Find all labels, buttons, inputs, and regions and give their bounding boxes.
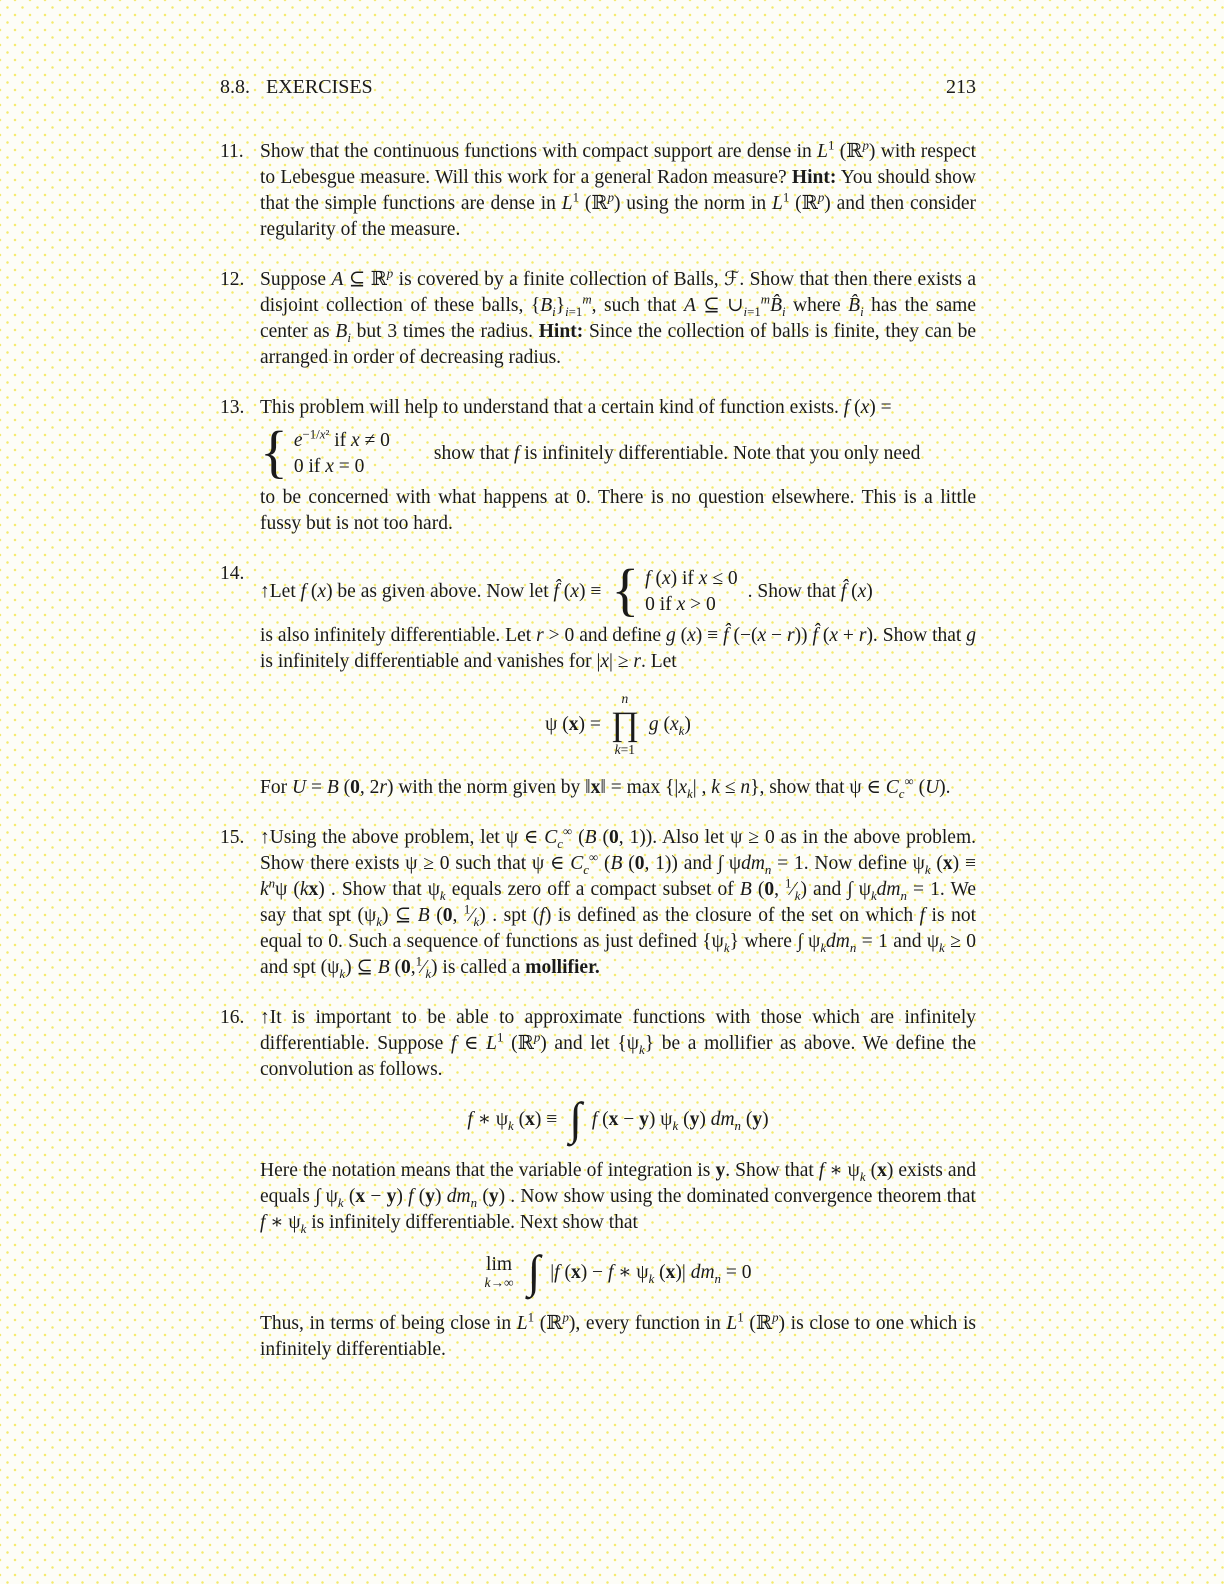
exercise-15-body bbox=[260, 825, 976, 981]
exercise-13-piecewise-row bbox=[260, 419, 976, 484]
exercise-11-number: 11. bbox=[220, 141, 244, 162]
product-equation bbox=[260, 691, 976, 759]
limit-word: lim bbox=[486, 1253, 513, 1275]
exercise-13-number: 13. bbox=[220, 397, 245, 418]
limit-subscript: k→∞ bbox=[484, 1275, 514, 1291]
convolution-equation bbox=[260, 1092, 976, 1144]
exercise-12-number: 12. bbox=[220, 269, 245, 290]
section-heading bbox=[220, 76, 373, 99]
exercise-15-number: 15. bbox=[220, 826, 245, 848]
product-operator-icon: ∏ bbox=[610, 705, 639, 743]
exercise-item-12 bbox=[220, 267, 976, 371]
exercise-13-after: to be concerned with what happens at 0. There is no question elsewhere. This is a little fussy but is not too hard. bbox=[260, 487, 976, 534]
integral-operator-icon: ∫ bbox=[569, 1092, 582, 1144]
exercise-16-intro: ↑It is important to be able to approximate functions with those which are infinitely differentiable. Suppose f ∈ $L^1$ (ℝ$^p$) and let $\{\psi_k\}$ be a mollifier as above. We define the convolution as follows. bbox=[260, 1006, 977, 1080]
exercise-13-beside-text: show that f is infinitely differentiable. Note that you only need bbox=[433, 443, 921, 464]
exercise-14-pre-text: ↑Let f (x) be as given above. Now let f̂ (x) ≡ bbox=[260, 581, 602, 602]
exercise-13-body bbox=[260, 395, 976, 537]
exercise-14-post-text: . Show that f̂ (x) bbox=[747, 581, 873, 602]
limit-equation-rhs: |f (x) − f ∗ $\psi_k$ (x)| $dm_n = 0$ bbox=[550, 1262, 752, 1287]
product-lower-limit: k=1 bbox=[614, 741, 636, 757]
exercise-14-continuation: is also infinitely differentiable. Let r > 0 and define g (x) ≡ f̂ (−(x − r)) f̂ (x + r). Show that g is infinitely differentiable and vanishes for |x| ≥ r. Let bbox=[260, 625, 977, 672]
exercise-item-14 bbox=[220, 557, 977, 801]
exercise-14-after: For U = B (0, 2r) with the norm given by ‖x‖ = $\max \{|x_k|$ , k ≤ n}, show that ψ ∈ $C_c^\infty$ (U). bbox=[260, 774, 951, 801]
page-header bbox=[220, 76, 976, 99]
exercise-14-piecewise-row bbox=[260, 557, 976, 622]
exercise-13-intro: This problem will help to understand that a certain kind of function exists. f (x) = bbox=[260, 397, 892, 418]
case-line-2: 0 if x = 0 bbox=[293, 456, 365, 477]
convolution-equation-rhs: f (x − y) $\psi_k$ (y) $dm_n$ (y) bbox=[591, 1109, 769, 1134]
exercise-15-text: ↑Using the above problem, let ψ ∈ $C_c^\infty$ (B (0, 1)). Also let ψ ≥ 0 as in the above problem. Show there exists ψ ≥ 0 such that ψ ∈ $C_c^\infty$ (B (0, 1)) and ∫ ψdm$_n$ = 1. Now define $\psi_k$ $(x) \equiv k^n\psi$ (kx) . Show that $\psi_k$ equals zero off a compact subset of B (0, $^1⁄_k$) and ∫ $\psi_kdm_n = 1$. We say that spt $(\psi_k)$ ⊆ B (0, $^1⁄_k$) . spt (f) is defined as the closure of the set on which f is not equal to 0. Such a sequence of functions as just defined $\{\psi_k\}$ where ∫ $\psi_kdm_n = 1$ and $\psi_k \ge 0$ and spt $(\psi_k)$ ⊆ B $(0,^1⁄_k)$ is called a mollifier. bbox=[260, 824, 977, 981]
piecewise-cases-block bbox=[260, 419, 390, 484]
case-lines bbox=[294, 428, 390, 480]
exercise-14-number: 14. bbox=[220, 563, 245, 584]
limit-equation bbox=[260, 1245, 976, 1297]
exercise-item-11 bbox=[220, 139, 976, 243]
exercise-16-closing: Thus, in terms of being close in $L^1$ (ℝ$^p$), every function in $L^1$ (ℝ$^p$) is close to one which is infinitely differentiable. bbox=[260, 1310, 977, 1360]
case-line-2: 0 if x > 0 bbox=[645, 594, 716, 615]
exercise-item-16 bbox=[220, 1005, 976, 1363]
exercise-item-13 bbox=[220, 395, 976, 537]
exercise-16-number: 16. bbox=[220, 1006, 245, 1028]
case-line-1: f (x) if x ≤ 0 bbox=[645, 568, 738, 589]
exercise-14-body bbox=[260, 557, 977, 801]
left-brace-icon: { bbox=[611, 557, 640, 622]
limit-operator-block bbox=[485, 1255, 514, 1292]
exercise-11-text: Show that the continuous functions with compact support are dense in $L^1$ (ℝ$^p$) with respect to Lebesgue measure. Will this work for a general Radon measure? Hint: You should show that the simple functions are dense in $L^1$ (ℝ$^p$) using the norm in $L^1$ (ℝ$^p$) and then consider regularity of the measure. bbox=[260, 138, 977, 240]
exercise-16-middle: Here the notation means that the variable of integration is y. Show that f ∗ $\psi_k$ (x) exists and equals ∫ $\psi_k$ (x − y) f (y) $dm_n$ (y) . Now show using the dominated convergence theorem that f ∗ $\psi_k$ is infinitely differentiable. Next show that bbox=[260, 1159, 976, 1236]
exercise-12-body bbox=[260, 267, 976, 371]
page-number: 213 bbox=[946, 76, 976, 98]
left-brace-icon: { bbox=[260, 419, 288, 484]
exercise-list bbox=[220, 139, 976, 1363]
integral-operator-icon: ∫ bbox=[527, 1245, 541, 1297]
case-line-1: $e^{-1/x^2}$ if x ≠ 0 bbox=[293, 427, 390, 451]
product-equation-rhs: g $(x_k)$ bbox=[648, 713, 691, 738]
exercise-16-body bbox=[260, 1005, 976, 1363]
section-number: 8.8. bbox=[220, 76, 250, 98]
product-operator-block bbox=[611, 691, 639, 759]
section-title: EXERCISES bbox=[266, 76, 373, 98]
exercise-12-text: Suppose A ⊆ ℝ$^p$ is covered by a finite collection of Balls, ℱ. Show that then there exists a disjoint collection of these balls, $\{B_i\}_{i=1}^m$, such that A ⊆ $\cup_{i=1}^mB̂_i$ where $B̂_i$ has the same center as $B_i$ but 3 times the radius. Hint: Since the collection of balls is finite, they can be arranged in order of decreasing radius. bbox=[260, 266, 976, 368]
product-equation-lhs: ψ (x) = bbox=[545, 713, 601, 735]
product-upper-limit: n bbox=[621, 691, 629, 706]
case-lines bbox=[645, 566, 737, 618]
exercise-11-body bbox=[260, 139, 976, 243]
convolution-equation-lhs: f ∗ $\psi_k$ (x) ≡ bbox=[467, 1109, 558, 1134]
exercise-item-15 bbox=[220, 825, 976, 981]
piecewise-cases-block bbox=[611, 557, 738, 622]
